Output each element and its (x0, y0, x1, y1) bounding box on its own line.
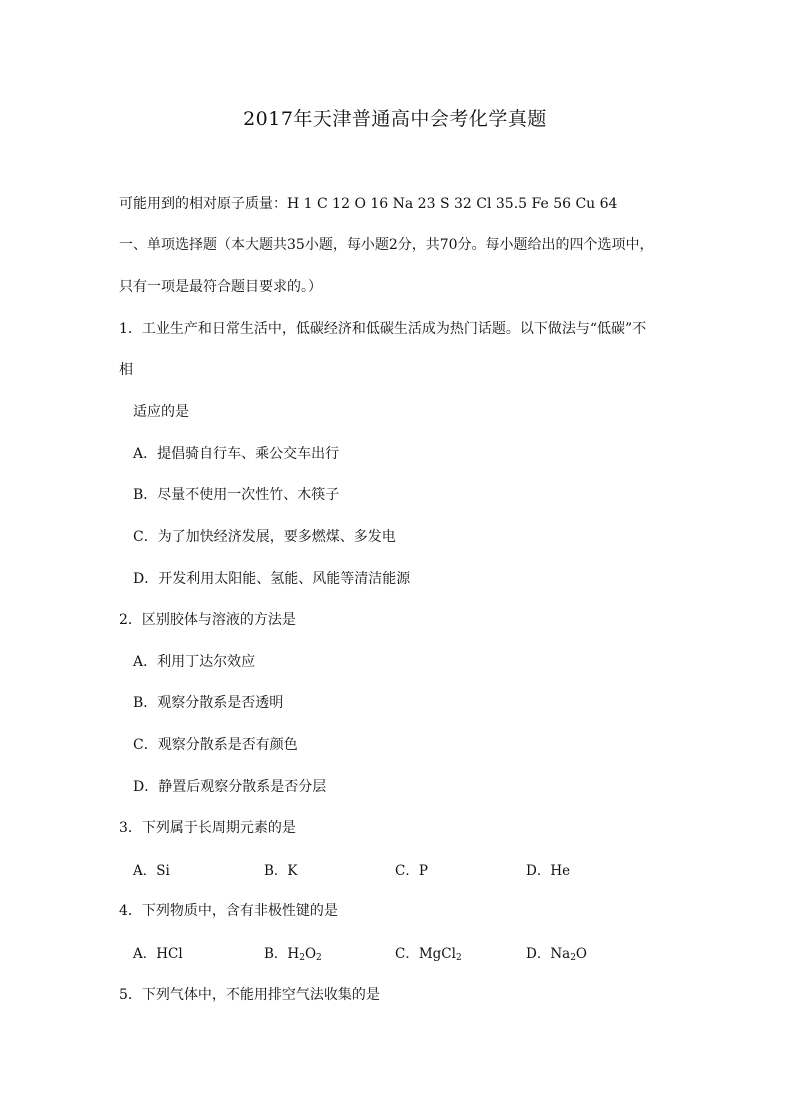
question-3-option-d: D．He (526, 863, 571, 879)
question-1-stem-line2: 相 (119, 362, 133, 378)
question-2-option-a: A．利用丁达尔效应 (133, 654, 256, 670)
question-4-option-d: D．$Na_2O$ (526, 946, 587, 963)
question-1-stem-line1: 1．工业生产和日常生活中，低碳经济和低碳生活成为热门话题。以下做法与“低碳”不 (119, 321, 647, 337)
question-2-stem: 2．区别胶体与溶液的方法是 (119, 612, 296, 628)
section-heading-line1: 一、单项选择题（本大题共35小题，每小题2分，共70分。每小题给出的四个选项中， (119, 237, 654, 253)
question-1-stem-line3: 适应的是 (133, 404, 189, 420)
page-title: 2017年天津普通高中会考化学真题 (243, 108, 547, 130)
question-1-option-a: A．提倡骑自行车、乘公交车出行 (133, 446, 340, 462)
question-4-option-b: B．$H_2O_2$ (264, 946, 322, 963)
question-4-option-a: A．HCl (133, 946, 183, 962)
question-3-option-c: C．P (395, 863, 428, 879)
question-4-option-c: C．MgCl$_2$ (395, 946, 462, 963)
atomic-masses-line: 可能用到的相对原子质量：H 1 C 12 O 16 Na 23 S 32 Cl 35.5 Fe 56 Cu 64 (119, 196, 618, 212)
question-3-option-a: A．Si (133, 863, 170, 879)
question-3-option-b: B．K (264, 863, 298, 879)
question-4-stem: 4．下列物质中，含有非极性键的是 (119, 903, 338, 919)
question-2-option-d: D．静置后观察分散系是否分层 (133, 779, 327, 795)
question-2-option-b: B．观察分散系是否透明 (133, 695, 284, 711)
question-1-option-d: D．开发利用太阳能、氢能、风能等清洁能源 (133, 571, 411, 587)
question-2-option-c: C．观察分散系是否有颜色 (133, 737, 298, 753)
question-5-stem: 5．下列气体中，不能用排空气法收集的是 (119, 987, 380, 1003)
question-3-stem: 3．下列属于长周期元素的是 (119, 820, 296, 836)
question-1-option-b: B．尽量不使用一次性竹、木筷子 (133, 487, 340, 503)
question-1-option-c: C．为了加快经济发展，要多燃煤、多发电 (133, 529, 396, 545)
section-heading-line2: 只有一项是最符合题目要求的。） (119, 279, 322, 295)
